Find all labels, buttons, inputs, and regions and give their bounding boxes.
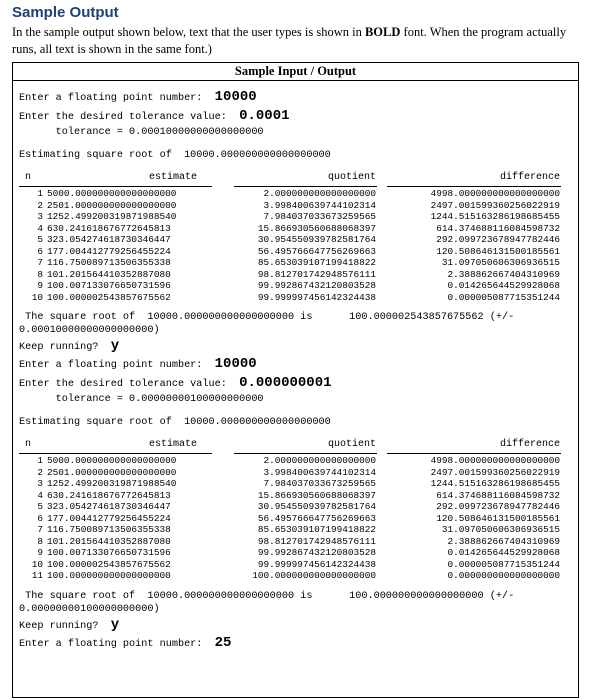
run2-tolerance-line-user-input: 0.000000001 bbox=[239, 375, 332, 391]
run3-number-line-user-input: 25 bbox=[214, 634, 232, 651]
run2-table-row bbox=[19, 559, 567, 570]
intro-text-end: font. When the program actually runs, all text is shown in the same font.) bbox=[12, 25, 567, 56]
n-cell: 5 bbox=[37, 501, 43, 512]
run1-table-row bbox=[19, 200, 567, 211]
quotient-cell: 98.812701742948576111 bbox=[257, 268, 376, 280]
difference-cell: 0.000005087715351244 bbox=[447, 291, 560, 303]
difference-cell: difference bbox=[499, 439, 560, 450]
run1-table-row bbox=[19, 223, 567, 234]
estimate-cell: 323.054274618730346447 bbox=[47, 234, 171, 245]
run1-table-row bbox=[19, 280, 567, 291]
quotient-cell: 3.998400639744102314 bbox=[263, 199, 376, 211]
run1-rule-estimate bbox=[19, 186, 212, 187]
estimate-cell: 5000.000000000000000000 bbox=[47, 455, 177, 466]
estimate-cell: 100.007133076650731596 bbox=[47, 547, 171, 558]
quotient-cell: 56.495766647756269663 bbox=[257, 512, 376, 524]
run1-keep-running bbox=[19, 340, 119, 354]
n-cell: 3 bbox=[37, 478, 43, 489]
n-cell: 1 bbox=[37, 455, 43, 466]
n-cell: 5 bbox=[37, 234, 43, 245]
difference-cell: 2.388862667404310969 bbox=[447, 535, 560, 547]
estimate-cell: 1252.499200319871988540 bbox=[47, 211, 177, 222]
quotient-cell: 7.984037033673259565 bbox=[263, 211, 376, 222]
run1-table-row bbox=[19, 292, 567, 303]
quotient-cell: 99.999997456142324438 bbox=[257, 558, 376, 570]
estimate-cell: 1252.499200319871988540 bbox=[47, 478, 177, 489]
n-cell: 8 bbox=[37, 535, 43, 547]
run1-table-row bbox=[19, 211, 567, 222]
run2-keep-user-input: y bbox=[110, 616, 120, 633]
intro-paragraph bbox=[12, 24, 582, 58]
estimate-cell: 630.241618676772645813 bbox=[47, 222, 171, 234]
run2-number-line-user-input: 10000 bbox=[214, 356, 257, 372]
quotient-cell: 3.998400639744102314 bbox=[263, 466, 376, 478]
run1-estimating: Estimating square root of 10000.000000000000000000 bbox=[19, 150, 331, 161]
quotient-cell: 99.992867432120803528 bbox=[257, 547, 376, 558]
sample-io-title: Sample Input / Output bbox=[13, 63, 578, 81]
run2-rule-estimate bbox=[19, 453, 212, 454]
run1-number-line-user-input: 10000 bbox=[214, 89, 257, 105]
difference-cell: 120.508646131500185561 bbox=[436, 245, 560, 257]
estimate-cell: 100.000000000000000000 bbox=[47, 570, 171, 581]
quotient-cell: 85.653039107199418822 bbox=[257, 257, 376, 268]
quotient-cell: 85.653039107199418822 bbox=[257, 524, 376, 535]
estimate-cell: 177.004412779256455224 bbox=[47, 245, 171, 257]
estimate-cell: 2501.000000000000000000 bbox=[47, 199, 177, 211]
run2-table-row bbox=[19, 478, 567, 489]
quotient-cell: 15.866930560688068397 bbox=[257, 489, 376, 501]
n-cell: 4 bbox=[37, 489, 43, 501]
estimate-cell: estimate bbox=[149, 439, 198, 450]
run2-rule-difference bbox=[387, 453, 561, 454]
difference-cell: 1244.515163286198685455 bbox=[430, 211, 560, 222]
difference-cell: 4998.000000000000000000 bbox=[430, 455, 560, 466]
difference-cell: 1244.515163286198685455 bbox=[430, 478, 560, 489]
run1-tolerance-line-prompt: Enter the desired tolerance value: bbox=[19, 112, 240, 123]
estimate-cell: 116.750089713506355338 bbox=[47, 257, 171, 268]
estimate-cell: 116.750089713506355338 bbox=[47, 524, 171, 535]
run1-keep-prompt: Keep running? bbox=[19, 342, 111, 353]
run1-rule-difference bbox=[387, 186, 561, 187]
run2-tolerance-line-prompt: Enter the desired tolerance value: bbox=[19, 379, 240, 390]
difference-cell: 0.000005087715351244 bbox=[447, 558, 560, 570]
run2-table-row bbox=[19, 547, 567, 558]
quotient-cell: 99.992867432120803528 bbox=[257, 280, 376, 291]
run1-keep-user-input: y bbox=[110, 338, 120, 354]
run2-table-row bbox=[19, 501, 567, 512]
difference-cell: 0.014265644529928068 bbox=[447, 547, 560, 558]
quotient-cell: 30.954550939782581764 bbox=[257, 501, 376, 512]
sample-io-box bbox=[12, 62, 579, 698]
quotient-cell: 56.495766647756269663 bbox=[257, 245, 376, 257]
quotient-cell: 2.000000000000000000 bbox=[263, 455, 376, 466]
quotient-cell: 98.812701742948576111 bbox=[257, 535, 376, 547]
run1-number-line-prompt: Enter a floating point number: bbox=[19, 93, 215, 104]
quotient-cell: 99.999997456142324438 bbox=[257, 291, 376, 303]
quotient-cell: 7.984037033673259565 bbox=[263, 478, 376, 489]
run1-rule-quotient bbox=[234, 186, 377, 187]
run2-table-row bbox=[19, 536, 567, 547]
quotient-cell: quotient bbox=[327, 439, 376, 450]
n-cell: 7 bbox=[37, 257, 43, 268]
quotient-cell: quotient bbox=[327, 172, 376, 183]
estimate-cell: 100.000002543857675562 bbox=[47, 558, 171, 570]
estimate-cell: 101.201564410352887080 bbox=[47, 535, 171, 547]
difference-cell: 120.508646131500185561 bbox=[436, 512, 560, 524]
run2-table-row bbox=[19, 455, 567, 466]
n-cell: 10 bbox=[31, 558, 43, 570]
difference-cell: 31.097050606306936515 bbox=[441, 524, 560, 535]
n-cell: 3 bbox=[37, 211, 43, 222]
page-title: Sample Output bbox=[12, 4, 119, 21]
n-cell: 2 bbox=[37, 466, 43, 478]
estimate-cell: estimate bbox=[149, 172, 198, 183]
intro-text: In the sample output shown below, text that the user types is shown in bbox=[12, 25, 365, 39]
run2-number-line bbox=[19, 358, 257, 372]
run1-table-row bbox=[19, 269, 567, 280]
difference-cell: 2497.001599360256022919 bbox=[430, 466, 560, 478]
difference-cell: difference bbox=[499, 172, 560, 183]
n-cell: 6 bbox=[37, 512, 43, 524]
n-cell: 11 bbox=[31, 570, 43, 581]
n-cell: 8 bbox=[37, 268, 43, 280]
estimate-cell: 100.000002543857675562 bbox=[47, 291, 171, 303]
n-cell: 4 bbox=[37, 222, 43, 234]
run2-rule-quotient bbox=[234, 453, 377, 454]
run1-tolerance-value: tolerance = 0.00010000000000000000 bbox=[19, 127, 264, 138]
difference-cell: 614.374688116084598732 bbox=[436, 222, 560, 234]
run1-result-1: The square root of 10000.000000000000000000 is 100.000002543857675562 (+/- bbox=[19, 312, 515, 323]
estimate-cell: 630.241618676772645813 bbox=[47, 489, 171, 501]
difference-cell: 0.000000000000000000 bbox=[447, 570, 560, 581]
difference-cell: 0.014265644529928068 bbox=[447, 280, 560, 291]
run1-table-row bbox=[19, 257, 567, 268]
run3-number-line-prompt: Enter a floating point number: bbox=[19, 638, 215, 650]
run2-estimating: Estimating square root of 10000.000000000000000000 bbox=[19, 417, 331, 428]
run1-tolerance-line-user-input: 0.0001 bbox=[239, 108, 290, 124]
intro-bold-word: BOLD bbox=[364, 25, 401, 39]
run2-table-row bbox=[19, 524, 567, 535]
difference-cell: 614.374688116084598732 bbox=[436, 489, 560, 501]
run3-number-line bbox=[19, 634, 232, 651]
run2-result-1: The square root of 10000.000000000000000000 is 100.000000000000000000 (+/- bbox=[19, 590, 515, 602]
n-cell: n bbox=[24, 172, 31, 183]
difference-cell: 292.099723678947782446 bbox=[436, 234, 560, 245]
n-cell: 7 bbox=[37, 524, 43, 535]
quotient-cell: 100.000000000000000000 bbox=[252, 570, 376, 581]
difference-cell: 292.099723678947782446 bbox=[436, 501, 560, 512]
n-cell: 2 bbox=[37, 199, 43, 211]
difference-cell: 31.097050606306936515 bbox=[441, 257, 560, 268]
n-cell: 6 bbox=[37, 245, 43, 257]
run2-table-row bbox=[19, 467, 567, 478]
estimate-cell: 101.201564410352887080 bbox=[47, 268, 171, 280]
n-cell: n bbox=[24, 439, 31, 450]
run2-keep-prompt: Keep running? bbox=[19, 620, 111, 632]
run2-tolerance-value: tolerance = 0.00000000100000000000 bbox=[19, 394, 264, 405]
difference-cell: 2497.001599360256022919 bbox=[430, 199, 560, 211]
run1-tolerance-line bbox=[19, 110, 290, 124]
quotient-cell: 2.000000000000000000 bbox=[263, 188, 376, 199]
n-cell: 9 bbox=[37, 547, 43, 558]
run1-table-row bbox=[19, 234, 567, 245]
quotient-cell: 30.954550939782581764 bbox=[257, 234, 376, 245]
run2-number-line-prompt: Enter a floating point number: bbox=[19, 360, 215, 371]
estimate-cell: 2501.000000000000000000 bbox=[47, 466, 177, 478]
difference-cell: 4998.000000000000000000 bbox=[430, 188, 560, 199]
n-cell: 9 bbox=[37, 280, 43, 291]
run1-table-row bbox=[19, 188, 567, 199]
quotient-cell: 15.866930560688068397 bbox=[257, 222, 376, 234]
run1-table-row bbox=[19, 246, 567, 257]
run1-number-line bbox=[19, 91, 257, 105]
run1-table-header bbox=[19, 172, 567, 183]
run2-table-header bbox=[19, 439, 567, 450]
estimate-cell: 323.054274618730346447 bbox=[47, 501, 171, 512]
estimate-cell: 177.004412779256455224 bbox=[47, 512, 171, 524]
run2-table-row bbox=[19, 513, 567, 524]
estimate-cell: 5000.000000000000000000 bbox=[47, 188, 177, 199]
run2-tolerance-line bbox=[19, 377, 332, 391]
run2-table-row bbox=[19, 570, 567, 581]
run2-table-row bbox=[19, 490, 567, 501]
estimate-cell: 100.007133076650731596 bbox=[47, 280, 171, 291]
difference-cell: 2.388862667404310969 bbox=[447, 268, 560, 280]
n-cell: 1 bbox=[37, 188, 43, 199]
run2-keep-running bbox=[19, 616, 120, 633]
run2-result-2: 0.00000000100000000000) bbox=[19, 603, 160, 615]
n-cell: 10 bbox=[31, 291, 43, 303]
run1-result-2: 0.00010000000000000000) bbox=[19, 325, 160, 336]
